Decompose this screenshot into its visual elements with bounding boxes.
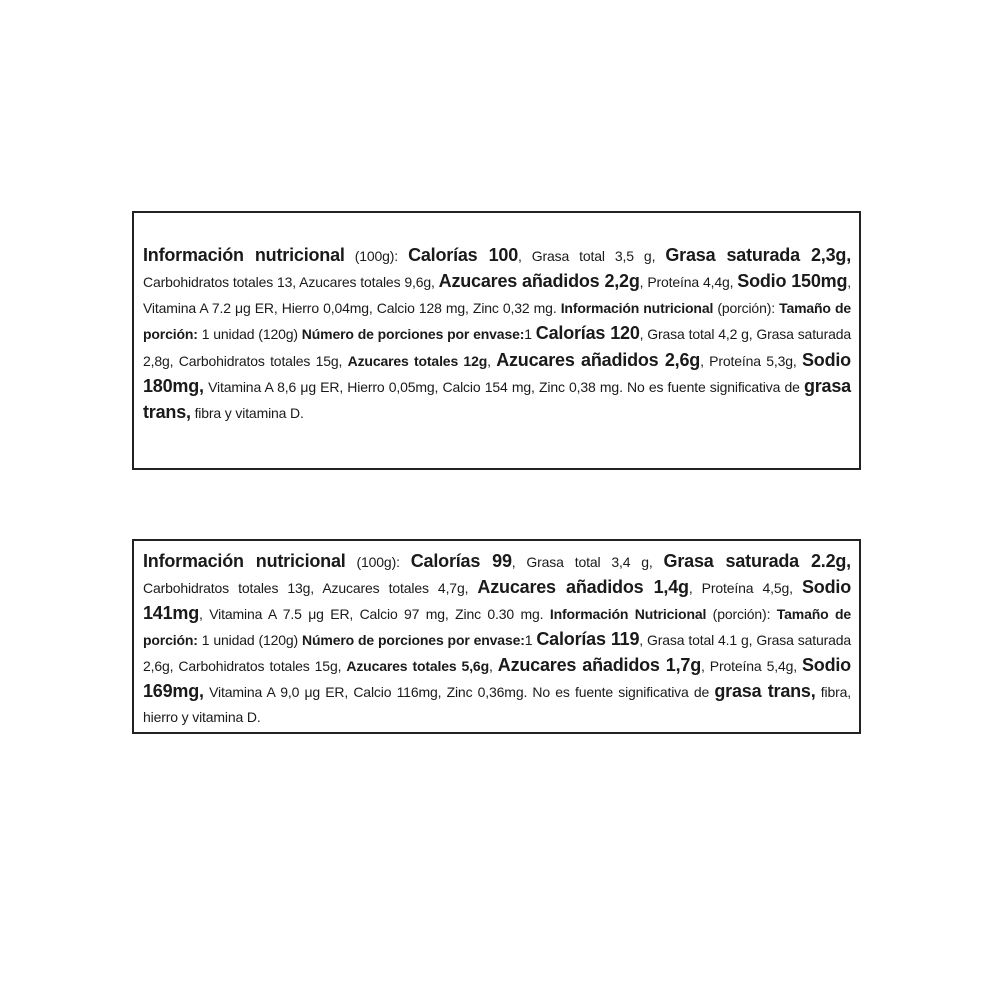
nutrient-text: , — [488, 658, 498, 674]
nutrient-text: 1 unidad (120g) — [197, 326, 302, 343]
nutrient-emphasis: Número de porciones por envase: — [301, 326, 525, 343]
nutrient-emphasis: Calorías 119 — [536, 629, 640, 649]
nutrition-label-100g-and-portion — [132, 211, 861, 470]
nutrient-emphasis: Tamaño de porción: — [143, 299, 851, 343]
nutrient-text: (porción): — [713, 299, 780, 316]
nutrient-emphasis: Grasa saturada 2.2g, — [663, 551, 851, 571]
nutrient-text: fibra, hierro y vitamina D. — [143, 684, 852, 725]
nutrition-label-100g-and-portion-alt — [132, 539, 861, 734]
nutrient-emphasis: Información nutricional — [143, 551, 346, 571]
nutrient-emphasis: Sodio 169mg, — [143, 655, 851, 701]
nutrient-text: Carbohidratos totales 13g, Azucares totales 4,7g, — [143, 580, 478, 596]
nutrient-emphasis: grasa trans, — [714, 681, 816, 701]
nutrient-emphasis: grasa trans, — [143, 376, 851, 423]
nutrient-emphasis: Azucares totales 5,6g — [346, 658, 489, 674]
nutrient-emphasis: Tamaño de porción: — [143, 606, 851, 648]
nutrient-emphasis: Calorías 120 — [535, 323, 640, 344]
nutrient-emphasis: Azucares añadidos 1,4g — [477, 577, 689, 597]
nutrient-emphasis: Información Nutricional — [549, 606, 707, 622]
nutrient-emphasis: Sodio 141mg — [143, 577, 851, 623]
nutrient-text: fibra y vitamina D. — [190, 405, 304, 422]
nutrition-label-text — [143, 243, 851, 427]
nutrient-text: , Grasa total 3,4 g, — [511, 554, 664, 570]
nutrient-emphasis: Calorías 99 — [410, 551, 512, 571]
nutrient-emphasis: Sodio 180mg, — [143, 349, 851, 397]
nutrient-emphasis: Azucares añadidos 2,6g — [496, 349, 701, 370]
nutrient-text: 1 — [524, 326, 536, 343]
nutrient-text: , Proteína 5,4g, — [701, 658, 802, 674]
nutrient-text: (porción): — [706, 606, 777, 622]
nutrient-text: Vitamina A 9,0 μg ER, Calcio 116mg, Zinc 0,36mg. No es fuente significativa de — [203, 684, 715, 700]
nutrient-emphasis: Sodio 150mg — [737, 271, 848, 292]
nutrient-emphasis: Grasa saturada 2,3g, — [665, 245, 851, 265]
nutrient-emphasis: Información nutricional — [560, 299, 714, 316]
nutrient-emphasis: Calorías 100 — [408, 245, 519, 265]
nutrient-emphasis: Información nutricional — [143, 245, 345, 265]
nutrient-text: Vitamina A 8,6 μg ER, Hierro 0,05mg, Calcio 154 mg, Zinc 0,38 mg. No es fuente significativa de — [203, 379, 804, 396]
nutrient-emphasis: Azucares totales 12g — [347, 352, 488, 369]
nutrient-text: , Grasa total 4.1 g, Grasa saturada 2,6g, Carbohidratos totales 15g, — [143, 632, 851, 674]
nutrient-emphasis: Número de porciones por envase: — [302, 632, 525, 648]
nutrient-text: 1 unidad (120g) — [197, 632, 303, 648]
nutrient-text: , Proteína 5,3g, — [700, 352, 802, 369]
nutrient-text: , Proteína 4,4g, — [639, 274, 738, 291]
nutrient-text: , Vitamina A 7.2 μg ER, Hierro 0,04mg, Calcio 128 mg, Zinc 0,32 mg. — [143, 274, 852, 316]
nutrient-text: Carbohidratos totales 13, Azucares totales 9,6g, — [143, 274, 439, 291]
nutrient-text: (100g): — [344, 248, 409, 264]
nutrient-text: , — [487, 352, 497, 369]
nutrient-text: , Vitamina A 7.5 μg ER, Calcio 97 mg, Zinc 0.30 mg. — [199, 606, 550, 622]
nutrient-emphasis: Azucares añadidos 2,2g — [438, 271, 640, 292]
nutrient-text: (100g): — [345, 554, 411, 570]
nutrition-label-text — [143, 549, 851, 730]
nutrient-text: , Grasa total 4,2 g, Grasa saturada 2,8g, Carbohidratos totales 15g, — [143, 326, 851, 369]
nutrient-text: , Proteína 4,5g, — [688, 580, 802, 596]
nutrient-emphasis: Azucares añadidos 1,7g — [497, 655, 702, 675]
nutrient-text: , Grasa total 3,5 g, — [518, 248, 666, 264]
nutrient-text: 1 — [524, 632, 537, 648]
